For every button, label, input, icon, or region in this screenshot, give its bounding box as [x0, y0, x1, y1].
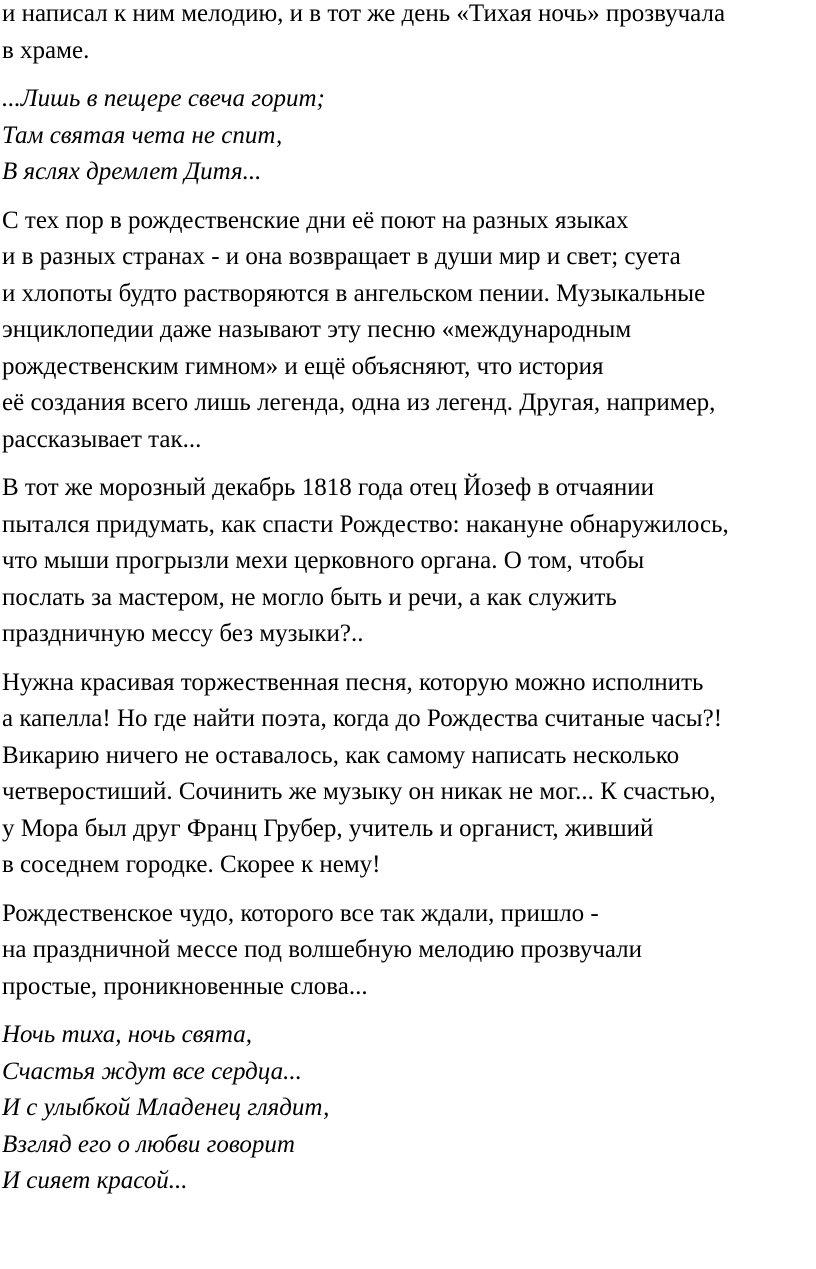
verse-line: Там святая чета не спит, — [2, 121, 283, 149]
text-line: В тот же морозный декабрь 1818 года отец Йозеф в отчаянии — [2, 474, 654, 501]
verse-line: Взгляд его о любви говорит — [2, 1130, 295, 1158]
text-line: в храме. — [2, 36, 90, 64]
paragraph — [2, 665, 816, 884]
verse-line: ...Лишь в пещере свеча горит; — [2, 85, 325, 112]
verse-line: И сияет красой... — [2, 1167, 188, 1194]
text-line: пытался придумать, как спасти Рождество: накануне обнаружилось, — [2, 510, 729, 538]
text-line: у Мора был друг Франц Грубер, учитель и органист, живший — [2, 814, 654, 842]
text-line: и в разных странах - и она возвращает в души мир и свет; суета — [2, 243, 681, 270]
text-line: рассказывает так... — [2, 425, 202, 453]
text-line: четверостиший. Сочинить же музыку он никак не мог... К счастью, — [2, 778, 716, 805]
paragraph — [2, 203, 816, 459]
verse-stanza — [2, 1017, 816, 1200]
verse-stanza — [2, 81, 816, 191]
text-line: послать за мастером, не могло быть и речи, а как служить — [2, 583, 617, 611]
text-line: что мыши прогрызли мехи церковного органа. О том, чтобы — [2, 547, 645, 574]
text-line: Викарию ничего не оставалось, как самому написать несколько — [2, 741, 680, 769]
text-line: праздничную мессу без музыки?.. — [2, 620, 364, 647]
verse-line: И с улыбкой Младенец глядит, — [2, 1094, 330, 1121]
text-line: рождественским гимном» и ещё объясняют, что история — [2, 352, 604, 380]
text-line: С тех пор в рождественские дни её поют на разных языках — [2, 206, 629, 234]
verse-line: В яслях дремлет Дитя... — [2, 158, 262, 185]
text-line: простые, проникновенные слова... — [2, 972, 368, 1000]
text-line: энциклопедии даже называют эту песню «международным — [2, 316, 632, 343]
text-line: и хлопоты будто растворяются в ангельском пении. Музыкальные — [2, 279, 706, 307]
paragraph — [2, 0, 816, 69]
paragraph — [2, 896, 816, 1006]
text-line: а капелла! Но где найти поэта, когда до Рождества считаные часы?! — [2, 705, 723, 732]
text-line: её создания всего лишь легенда, одна из легенд. Другая, например, — [2, 389, 716, 416]
text-line: на праздничной мессе под волшебную мелодию прозвучали — [2, 936, 642, 963]
text-line: и написал к ним мелодию, и в тот же день «Тихая ночь» прозвучала — [2, 0, 726, 27]
paragraph — [2, 470, 816, 653]
text-line: Нужна красивая торжественная песня, которую можно исполнить — [2, 668, 704, 696]
text-line: в соседнем городке. Скорее к нему! — [2, 851, 381, 878]
text-line: Рождественское чудо, которого все так ждали, пришло - — [2, 899, 599, 927]
verse-line: Счастья ждут все сердца... — [2, 1057, 302, 1085]
verse-line: Ночь тиха, ночь свята, — [2, 1021, 252, 1048]
